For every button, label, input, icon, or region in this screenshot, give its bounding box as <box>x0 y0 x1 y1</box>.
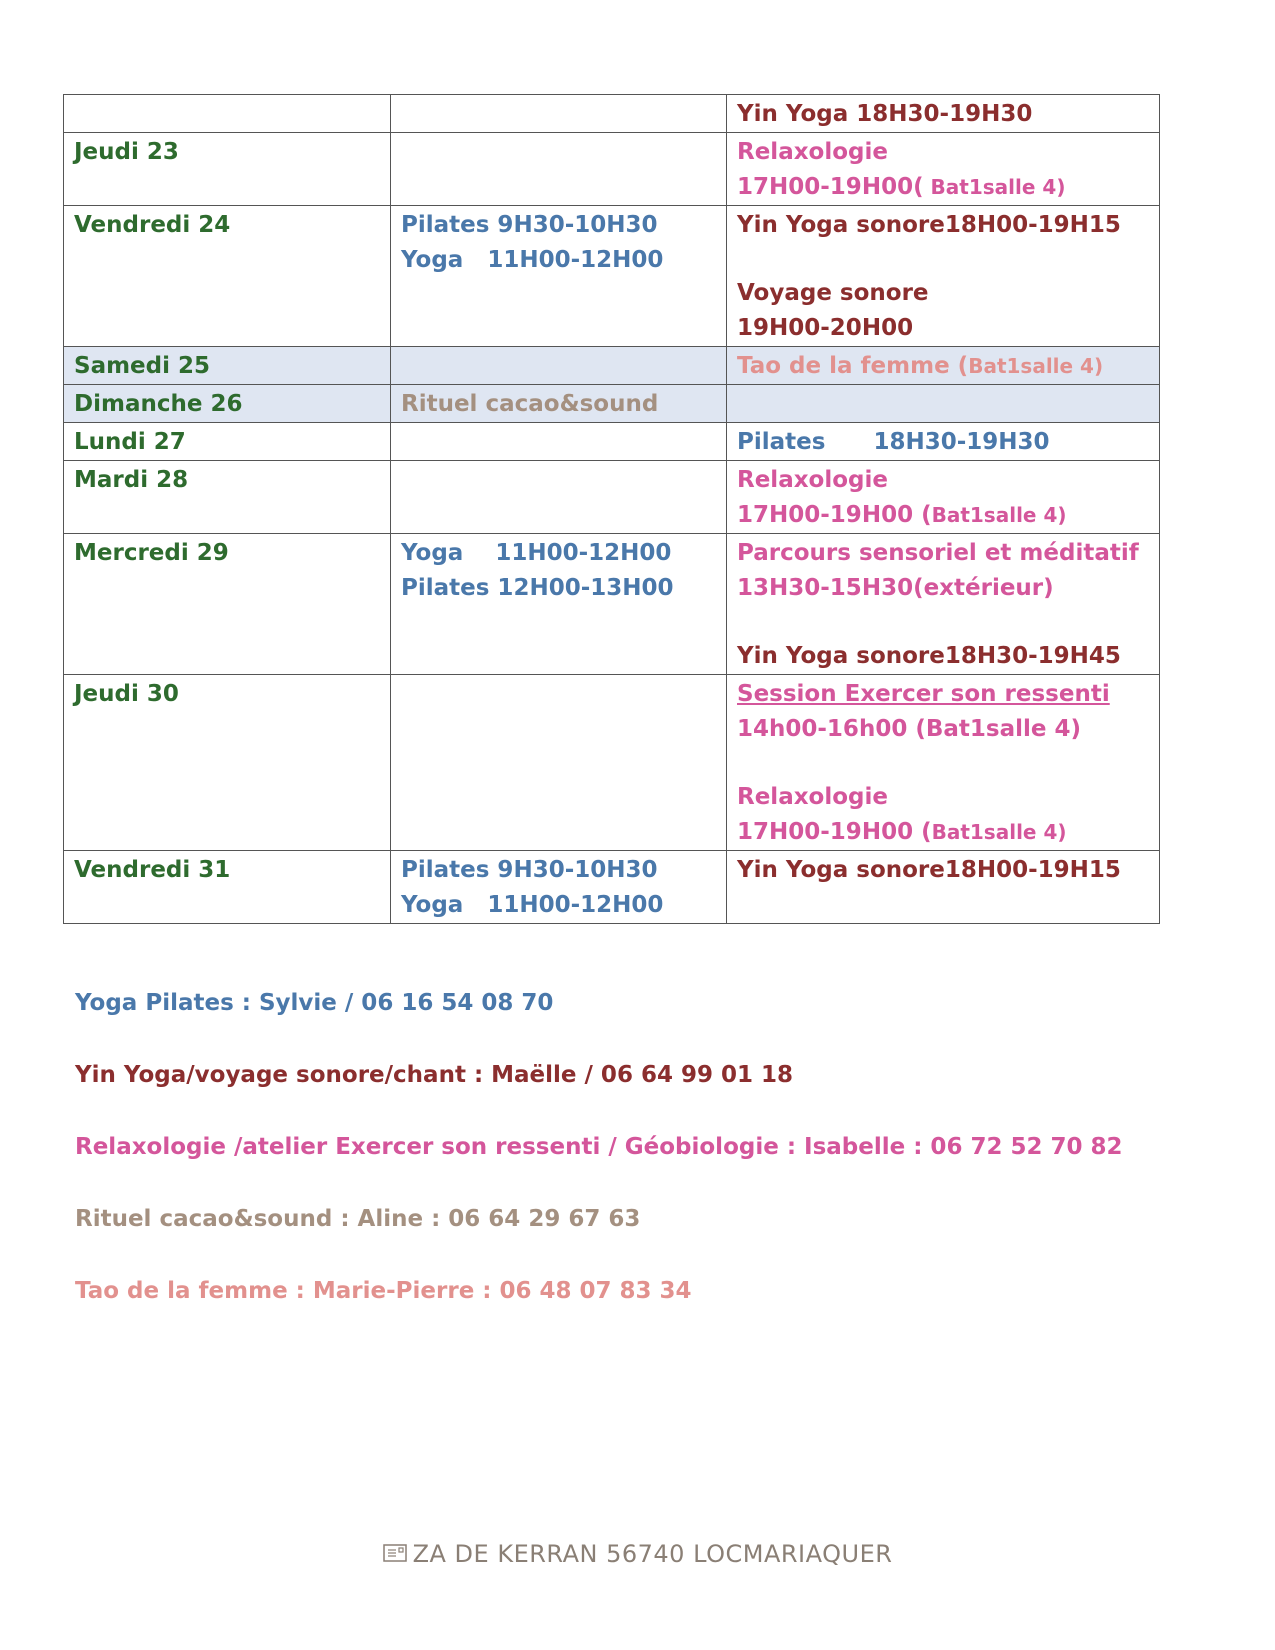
day-cell <box>64 95 391 133</box>
time-text: 17H00-19H00( <box>737 174 924 200</box>
table-row <box>64 534 1160 675</box>
evening-cell <box>727 423 1160 461</box>
activity: Session Exercer son ressenti <box>737 681 1110 707</box>
activity: Relaxologie <box>737 467 888 493</box>
activity <box>737 349 1149 384</box>
evening-cell <box>727 133 1160 206</box>
mail-icon <box>383 1540 407 1568</box>
room-note: Bat1salle 4) <box>931 820 1067 844</box>
activity: Yoga 11H00-12H00 <box>401 540 672 566</box>
spacer <box>737 243 1149 276</box>
evening-cell <box>727 385 1160 423</box>
table-row <box>64 461 1160 534</box>
table-row <box>64 95 1160 133</box>
morning-cell <box>391 347 727 385</box>
activity-time <box>737 815 1149 850</box>
contact-relaxologie: Relaxologie /atelier Exercer son ressenti / Géobiologie : Isabelle : 06 72 52 70 82 <box>75 1134 1123 1160</box>
activity: Yin Yoga sonore18H00-19H15 <box>737 857 1121 883</box>
spacer <box>737 606 1149 639</box>
evening-cell <box>727 534 1160 675</box>
table-row <box>64 675 1160 851</box>
day-cell: Dimanche 26 <box>64 385 391 423</box>
morning-cell <box>391 461 727 534</box>
evening-cell <box>727 675 1160 851</box>
day-cell: Jeudi 30 <box>64 675 391 851</box>
morning-cell <box>391 423 727 461</box>
activity-time <box>737 498 1149 533</box>
day-cell: Samedi 25 <box>64 347 391 385</box>
activity: Pilates 9H30-10H30 <box>401 212 658 238</box>
room-note: Bat1salle 4) <box>968 354 1104 378</box>
day-cell: Jeudi 23 <box>64 133 391 206</box>
morning-cell <box>391 534 727 675</box>
table-row <box>64 385 1160 423</box>
activity: Voyage sonore <box>737 280 929 306</box>
footer-address <box>0 1540 1275 1568</box>
activity: Pilates 12H00-13H00 <box>401 575 674 601</box>
activity: Yin Yoga sonore18H30-19H45 <box>737 643 1121 669</box>
activity: Yin Yoga sonore18H00-19H15 <box>737 212 1121 238</box>
schedule-table <box>63 94 1160 924</box>
activity: Rituel cacao&sound <box>401 391 659 417</box>
contact-rituel: Rituel cacao&sound : Aline : 06 64 29 67 63 <box>75 1206 641 1232</box>
activity-time: 13H30-15H30(extérieur) <box>737 575 1054 601</box>
spacer <box>737 747 1149 780</box>
activity-time <box>737 170 1149 205</box>
morning-cell <box>391 133 727 206</box>
morning-cell <box>391 95 727 133</box>
address-text: ZA DE KERRAN 56740 LOCMARIAQUER <box>412 1540 893 1568</box>
table-row <box>64 851 1160 924</box>
time-text: 17H00-19H00 ( <box>737 502 932 528</box>
evening-cell <box>727 95 1160 133</box>
activity-time: 14h00-16h00 (Bat1salle 4) <box>737 716 1081 742</box>
evening-cell <box>727 851 1160 924</box>
day-cell: Mardi 28 <box>64 461 391 534</box>
day-cell: Vendredi 31 <box>64 851 391 924</box>
activity: Yoga 11H00-12H00 <box>401 892 664 918</box>
table-row <box>64 133 1160 206</box>
contacts-list <box>75 987 1123 1347</box>
activity: Parcours sensoriel et méditatif <box>737 540 1139 566</box>
morning-cell <box>391 206 727 347</box>
activity: Pilates 18H30-19H30 <box>737 429 1050 455</box>
activity: Relaxologie <box>737 784 888 810</box>
evening-cell <box>727 461 1160 534</box>
contact-yin-yoga: Yin Yoga/voyage sonore/chant : Maëlle / 06 64 99 01 18 <box>75 1062 793 1088</box>
table-row <box>64 423 1160 461</box>
room-note: Bat1salle 4) <box>923 175 1066 199</box>
room-note: Bat1salle 4) <box>931 503 1067 527</box>
time-text: 17H00-19H00 ( <box>737 819 932 845</box>
evening-cell <box>727 206 1160 347</box>
table-row <box>64 347 1160 385</box>
day-cell: Mercredi 29 <box>64 534 391 675</box>
morning-cell <box>391 385 727 423</box>
activity: Pilates 9H30-10H30 <box>401 857 658 883</box>
morning-cell <box>391 675 727 851</box>
day-cell: Lundi 27 <box>64 423 391 461</box>
day-cell: Vendredi 24 <box>64 206 391 347</box>
morning-cell <box>391 851 727 924</box>
activity: Yoga 11H00-12H00 <box>401 247 664 273</box>
activity: Yin Yoga 18H30-19H30 <box>737 101 1033 127</box>
contact-yoga-pilates: Yoga Pilates : Sylvie / 06 16 54 08 70 <box>75 990 554 1016</box>
activity: Relaxologie <box>737 139 888 165</box>
activity-time: 19H00-20H00 <box>737 315 914 341</box>
table-row <box>64 206 1160 347</box>
evening-cell <box>727 347 1160 385</box>
contact-tao: Tao de la femme : Marie-Pierre : 06 48 07 83 34 <box>75 1278 692 1304</box>
activity-text: Tao de la femme ( <box>737 353 969 379</box>
